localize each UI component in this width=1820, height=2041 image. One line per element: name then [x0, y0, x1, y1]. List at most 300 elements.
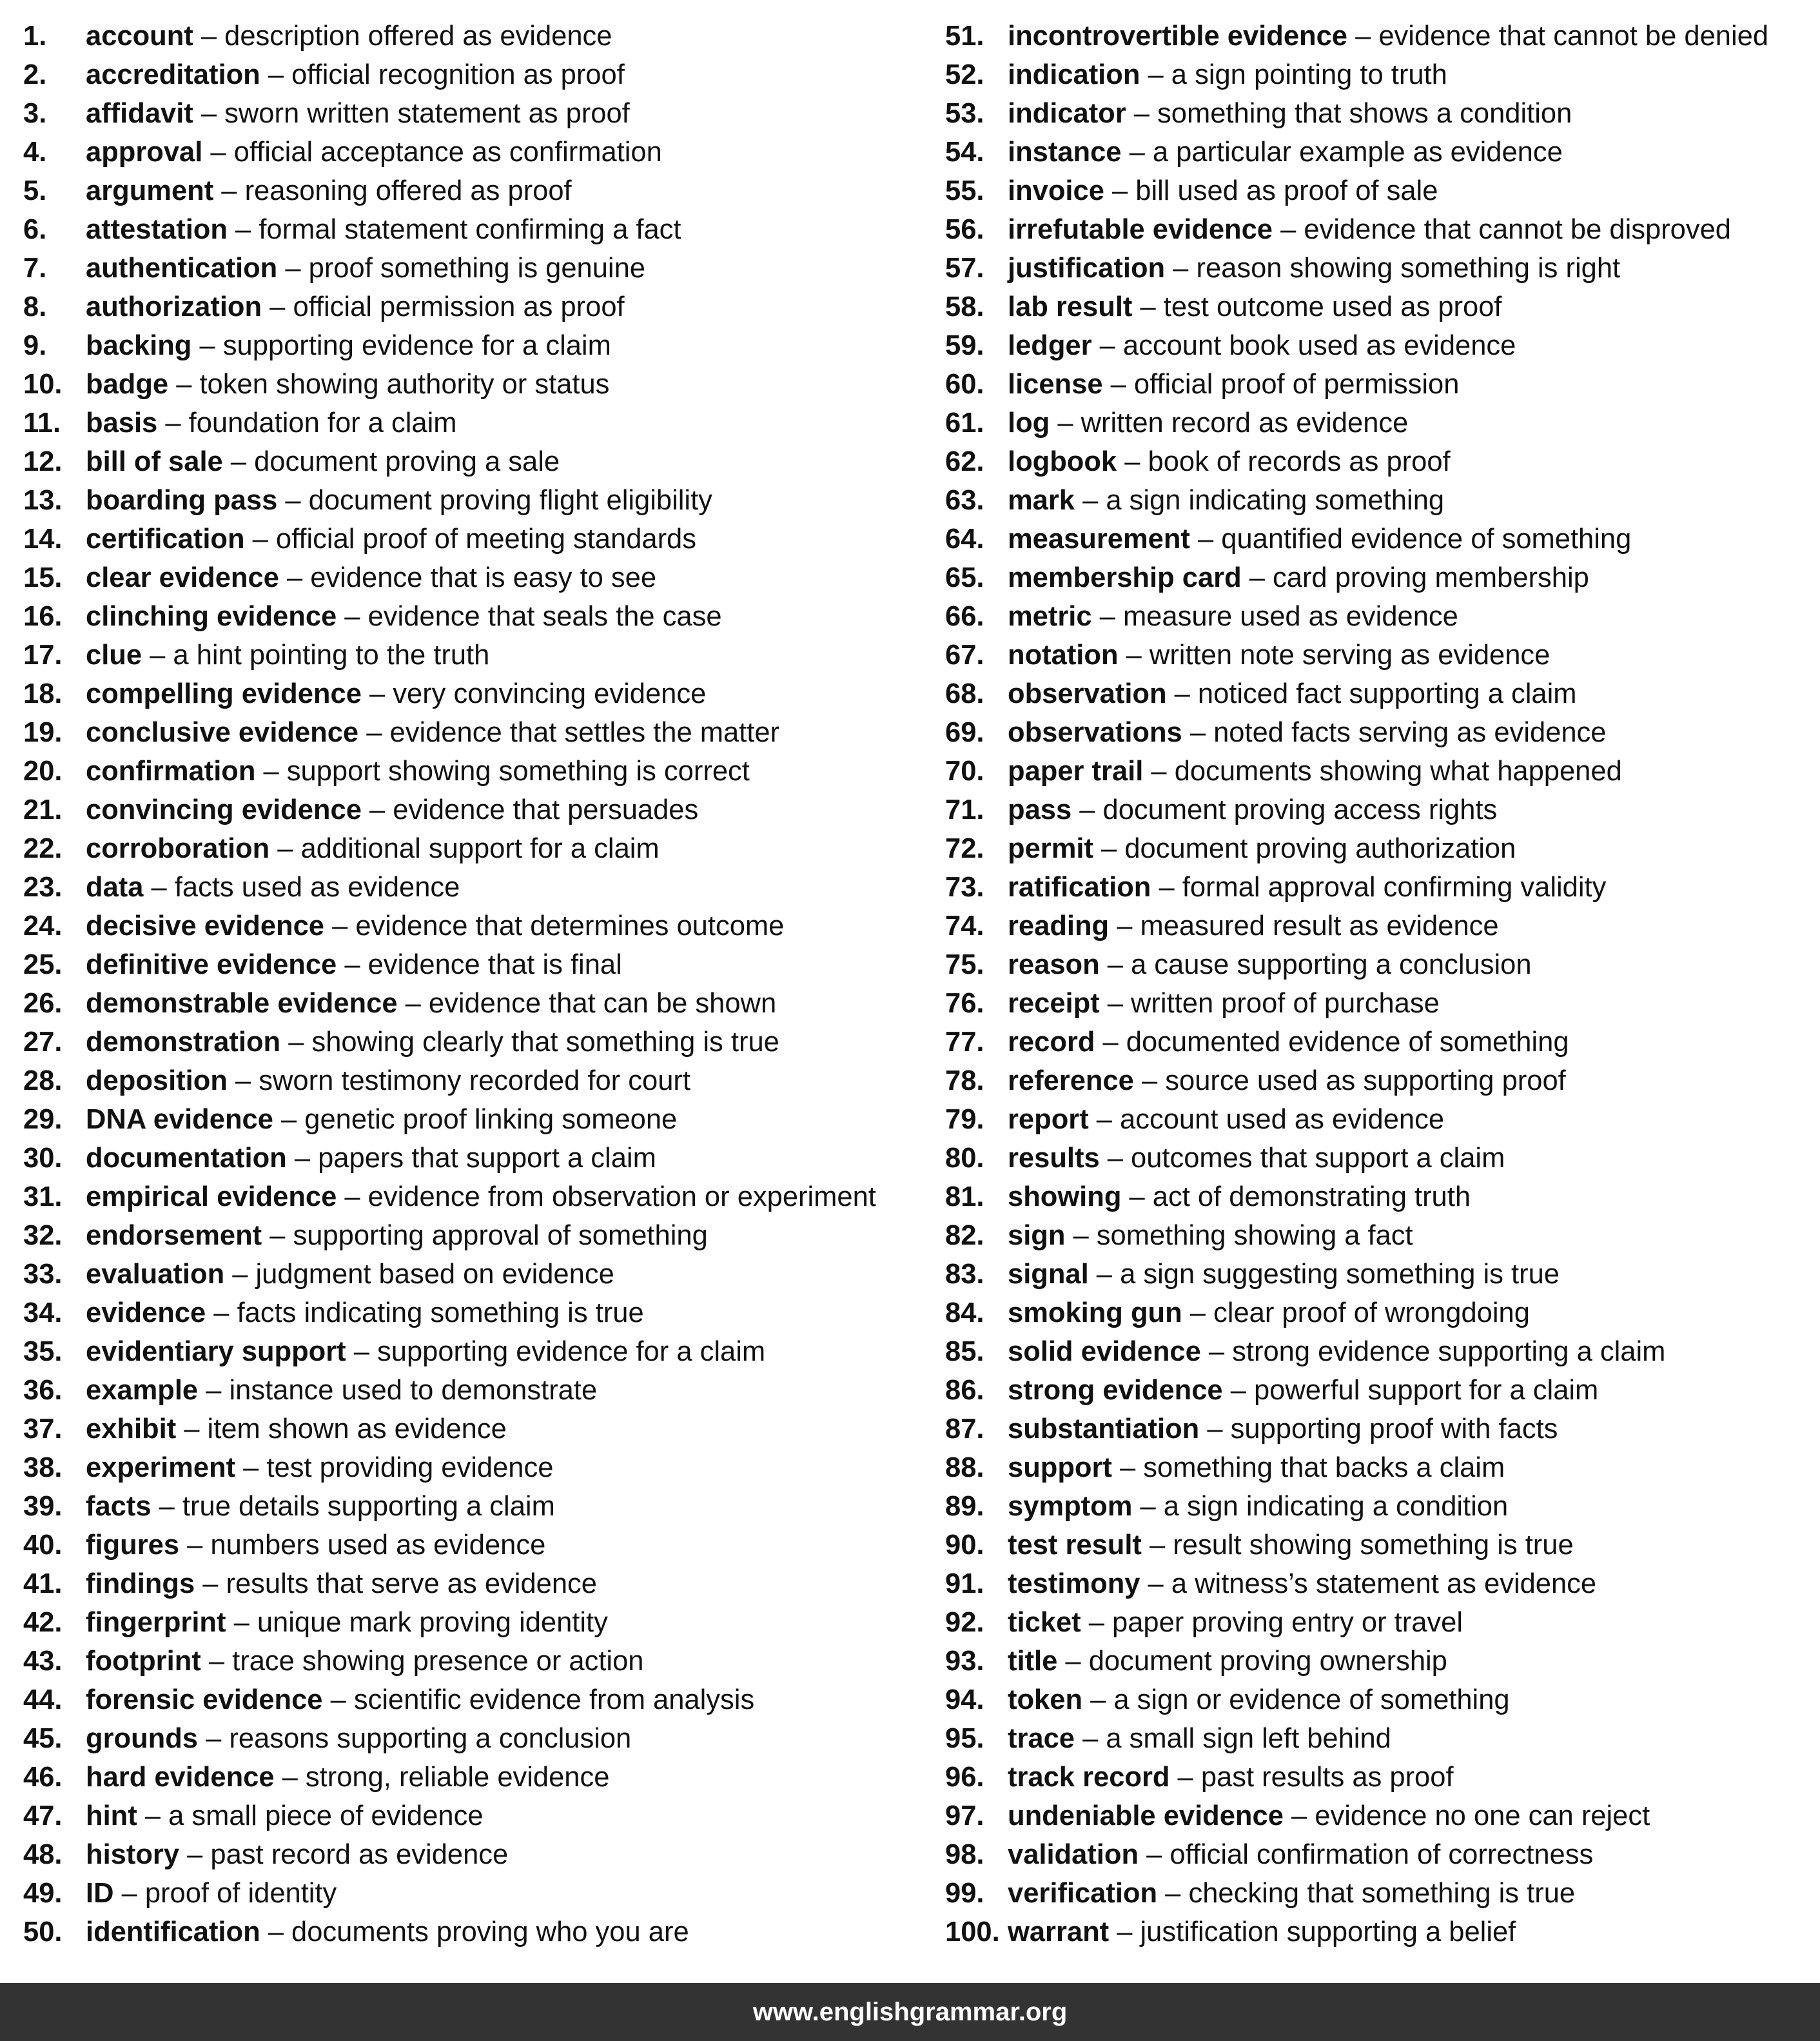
footer-banner [0, 1983, 1820, 2041]
list-item [945, 1681, 1815, 1719]
item-term: measurement [1008, 524, 1190, 555]
item-term: results [1008, 1143, 1100, 1174]
item-number: 99. [945, 1878, 984, 1909]
item-term: pass [1008, 794, 1072, 825]
item-number: 86. [945, 1375, 984, 1406]
item-term: fingerprint [86, 1607, 226, 1638]
item-definition: – description offered as evidence [193, 21, 612, 52]
item-number: 90. [945, 1530, 984, 1561]
item-number: 92. [945, 1607, 984, 1638]
list-item [945, 1603, 1815, 1642]
word-list-right-column [945, 17, 1815, 1951]
item-number: 8. [23, 291, 47, 322]
item-text [86, 249, 645, 288]
item-term: evaluation [86, 1259, 225, 1290]
item-definition: – justification supporting a belief [1109, 1917, 1516, 1947]
item-definition: – showing clearly that something is true [280, 1027, 779, 1058]
list-item [945, 1835, 1815, 1874]
item-term: confirmation [86, 756, 256, 787]
list-item [945, 1332, 1815, 1371]
item-term: example [86, 1375, 199, 1406]
item-number: 29. [23, 1104, 63, 1135]
item-text [1008, 1758, 1454, 1797]
item-text [86, 55, 625, 94]
list-item [23, 1294, 926, 1332]
item-definition: – official recognition as proof [260, 59, 625, 90]
item-definition: – proof of identity [113, 1878, 337, 1909]
item-text [86, 675, 706, 713]
list-item [23, 1216, 926, 1255]
item-number: 61. [945, 408, 984, 439]
item-term: notation [1008, 640, 1119, 671]
item-text [1008, 907, 1499, 945]
list-item [945, 94, 1815, 133]
item-text [1008, 133, 1563, 172]
item-text [86, 172, 572, 210]
item-text [1008, 713, 1606, 752]
item-definition: – powerful support for a claim [1222, 1375, 1599, 1406]
item-term: empirical evidence [86, 1181, 337, 1212]
item-term: strong evidence [1008, 1375, 1223, 1406]
item-definition: – formal statement confirming a fact [227, 214, 681, 245]
item-term: verification [1008, 1878, 1158, 1909]
list-item [945, 907, 1815, 945]
item-number: 59. [945, 330, 984, 361]
item-term: test result [1008, 1530, 1142, 1561]
list-item [23, 752, 926, 791]
item-text [1008, 1178, 1471, 1216]
list-item [945, 404, 1815, 442]
item-definition: – reasons supporting a conclusion [197, 1723, 632, 1754]
item-definition: – a sign or evidence of something [1082, 1684, 1510, 1715]
item-text [1008, 558, 1589, 597]
item-definition: – a witness’s statement as evidence [1140, 1568, 1597, 1599]
list-item [945, 984, 1815, 1023]
item-number: 25. [23, 949, 63, 980]
item-text [86, 1797, 484, 1835]
item-text [1008, 636, 1550, 675]
list-item [945, 442, 1815, 481]
item-text [86, 636, 489, 675]
item-number: 42. [23, 1607, 63, 1638]
list-item [23, 1642, 926, 1681]
list-item [23, 868, 926, 907]
item-text [86, 713, 779, 752]
item-term: smoking gun [1008, 1297, 1182, 1328]
item-text [1008, 288, 1502, 326]
item-definition: – clear proof of wrongdoing [1182, 1297, 1530, 1328]
item-term: observations [1008, 717, 1182, 748]
item-definition: – token showing authority or status [168, 369, 610, 400]
item-term: warrant [1008, 1917, 1110, 1947]
item-text [1008, 1526, 1574, 1564]
list-item [23, 288, 926, 326]
item-number: 96. [945, 1762, 984, 1793]
item-text [86, 1332, 765, 1371]
item-definition: – something that backs a claim [1111, 1452, 1505, 1483]
item-number: 43. [23, 1646, 63, 1677]
item-text [1008, 249, 1620, 288]
item-number: 69. [945, 717, 984, 748]
item-term: metric [1008, 601, 1092, 632]
item-definition: – checking that something is true [1157, 1878, 1576, 1909]
list-item [945, 1719, 1815, 1758]
item-number: 23. [23, 872, 63, 903]
list-item [945, 1410, 1815, 1448]
item-definition: – support showing something is correct [255, 756, 750, 787]
item-term: ledger [1008, 330, 1092, 361]
item-definition: – documents showing what happened [1143, 756, 1622, 787]
item-definition: – evidence that is easy to see [279, 562, 657, 593]
item-number: 38. [23, 1452, 63, 1483]
item-term: support [1008, 1452, 1112, 1483]
item-number: 67. [945, 640, 984, 671]
item-number: 83. [945, 1259, 984, 1290]
item-number: 58. [945, 291, 984, 322]
list-item [945, 1526, 1815, 1564]
item-number: 17. [23, 640, 63, 671]
item-definition: – evidence that determines outcome [324, 911, 785, 942]
item-definition: – official proof of permission [1102, 369, 1460, 400]
item-text [86, 1874, 337, 1913]
item-number: 22. [23, 833, 63, 864]
item-number: 34. [23, 1297, 63, 1328]
item-definition: – trace showing presence or action [201, 1646, 644, 1677]
item-term: hard evidence [86, 1762, 275, 1793]
item-text [1008, 752, 1622, 791]
list-item [23, 907, 926, 945]
item-definition: – document proving a sale [222, 446, 560, 477]
item-number: 1. [23, 21, 47, 52]
list-item [945, 1564, 1815, 1603]
item-number: 94. [945, 1684, 984, 1715]
item-number: 11. [23, 408, 61, 439]
list-item [945, 945, 1815, 984]
list-item [23, 1913, 926, 1951]
list-item [23, 1332, 926, 1371]
list-item [23, 326, 926, 365]
item-number: 80. [945, 1143, 984, 1174]
item-text [86, 1410, 507, 1448]
item-term: demonstration [86, 1027, 281, 1058]
item-term: accreditation [86, 59, 260, 90]
item-text [86, 1371, 597, 1410]
list-item [23, 945, 926, 984]
item-number: 79. [945, 1104, 984, 1135]
item-term: argument [86, 175, 214, 206]
item-definition: – quantified evidence of something [1189, 524, 1632, 555]
item-text [1008, 791, 1497, 829]
item-number: 57. [945, 253, 984, 284]
item-term: testimony [1008, 1568, 1140, 1599]
item-term: indicator [1008, 98, 1126, 129]
list-item [23, 829, 926, 868]
item-text [1008, 1642, 1447, 1681]
item-number: 63. [945, 485, 984, 516]
item-number: 14. [23, 524, 63, 555]
item-definition: – a sign pointing to truth [1140, 59, 1447, 90]
list-item [23, 17, 926, 55]
item-text [1008, 520, 1631, 558]
item-definition: – additional support for a claim [269, 833, 660, 864]
item-text [86, 1139, 656, 1178]
item-number: 70. [945, 756, 984, 787]
item-definition: – document proving ownership [1057, 1646, 1447, 1677]
item-definition: – something that shows a condition [1126, 98, 1572, 129]
item-number: 62. [945, 446, 984, 477]
item-text [1008, 404, 1408, 442]
item-term: endorsement [86, 1220, 262, 1251]
item-definition: – evidence from observation or experiment [337, 1181, 876, 1212]
item-term: mark [1008, 485, 1075, 516]
item-definition: – act of demonstrating truth [1121, 1181, 1471, 1212]
list-item [23, 1719, 926, 1758]
item-term: record [1008, 1027, 1095, 1058]
item-definition: – document proving access rights [1071, 794, 1498, 825]
list-item [23, 1758, 926, 1797]
item-number: 31. [23, 1181, 63, 1212]
item-definition: – documented evidence of something [1095, 1027, 1569, 1058]
item-term: reason [1008, 949, 1100, 980]
item-term: receipt [1008, 988, 1100, 1019]
list-item [23, 1681, 926, 1719]
item-term: solid evidence [1008, 1336, 1201, 1367]
item-term: data [86, 872, 144, 903]
item-term: bill of sale [86, 446, 223, 477]
item-number: 50. [23, 1917, 63, 1947]
item-definition: – documents proving who you are [260, 1917, 689, 1947]
item-definition: – written note serving as evidence [1118, 640, 1551, 671]
item-text [86, 442, 560, 481]
item-definition: – a sign indicating a condition [1132, 1491, 1509, 1522]
item-text [86, 558, 656, 597]
item-definition: – past record as evidence [179, 1839, 509, 1870]
item-number: 100. [945, 1917, 1000, 1947]
item-definition: – result showing something is true [1141, 1530, 1574, 1561]
item-text [86, 984, 776, 1023]
item-term: track record [1008, 1762, 1170, 1793]
item-term: approval [86, 137, 203, 168]
item-number: 44. [23, 1684, 63, 1715]
item-definition: – sworn written statement as proof [193, 98, 630, 129]
item-term: indication [1008, 59, 1140, 90]
item-definition: – proof something is genuine [277, 253, 645, 284]
item-term: demonstrable evidence [86, 988, 398, 1019]
list-item [945, 1758, 1815, 1797]
list-item [23, 713, 926, 752]
item-text [1008, 94, 1572, 133]
item-definition: – foundation for a claim [157, 408, 457, 439]
item-number: 15. [23, 562, 63, 593]
item-term: undeniable evidence [1008, 1800, 1284, 1831]
item-definition: – a hint pointing to the truth [142, 640, 490, 671]
item-definition: – a particular example as evidence [1121, 137, 1563, 168]
item-text [1008, 1681, 1510, 1719]
item-definition: – measure used as evidence [1091, 601, 1458, 632]
item-term: documentation [86, 1143, 287, 1174]
item-definition: – a cause supporting a conclusion [1099, 949, 1532, 980]
item-term: membership card [1008, 562, 1242, 593]
item-definition: – evidence that can be shown [397, 988, 777, 1019]
item-text [1008, 1487, 1508, 1526]
item-definition: – strong, reliable evidence [274, 1762, 610, 1793]
item-text [1008, 210, 1731, 249]
word-list-left-column [23, 17, 926, 1951]
list-item [945, 365, 1815, 404]
item-definition: – a sign indicating something [1075, 485, 1445, 516]
item-text [1008, 1061, 1566, 1100]
list-item [23, 481, 926, 520]
item-text [86, 17, 612, 55]
list-item [23, 404, 926, 442]
item-number: 27. [23, 1027, 63, 1058]
list-item [945, 675, 1815, 713]
item-text [86, 868, 460, 907]
item-number: 28. [23, 1065, 63, 1096]
item-text [86, 404, 457, 442]
item-term: paper trail [1008, 756, 1144, 787]
list-item [23, 636, 926, 675]
list-item [23, 1139, 926, 1178]
list-item [945, 1023, 1815, 1061]
list-item [23, 1603, 926, 1642]
item-definition: – something showing a fact [1065, 1220, 1413, 1251]
item-definition: – written record as evidence [1050, 408, 1409, 439]
item-term: reference [1008, 1065, 1134, 1096]
item-number: 9. [23, 330, 47, 361]
item-definition: – outcomes that support a claim [1099, 1143, 1505, 1174]
item-number: 33. [23, 1259, 63, 1290]
item-number: 35. [23, 1336, 63, 1367]
item-text [1008, 1371, 1598, 1410]
item-term: attestation [86, 214, 228, 245]
item-text [86, 907, 784, 945]
list-item [23, 520, 926, 558]
item-definition: – evidence that cannot be denied [1347, 21, 1769, 52]
item-term: evidentiary support [86, 1336, 346, 1367]
item-text [86, 1178, 876, 1216]
list-item [23, 558, 926, 597]
item-number: 45. [23, 1723, 63, 1754]
item-number: 95. [945, 1723, 984, 1754]
item-term: facts [86, 1491, 152, 1522]
item-number: 81. [945, 1181, 984, 1212]
item-text [1008, 1835, 1593, 1874]
list-item [945, 520, 1815, 558]
item-text [86, 1642, 643, 1681]
list-item [945, 791, 1815, 829]
item-definition: – measured result as evidence [1109, 911, 1499, 942]
item-text [1008, 829, 1516, 868]
item-definition: – evidence no one can reject [1283, 1800, 1650, 1831]
item-number: 77. [945, 1027, 984, 1058]
item-term: symptom [1008, 1491, 1133, 1522]
item-number: 85. [945, 1336, 984, 1367]
item-text [86, 94, 630, 133]
item-definition: – official permission as proof [262, 291, 625, 322]
item-text [1008, 868, 1606, 907]
item-number: 74. [945, 911, 984, 942]
item-definition: – formal approval confirming validity [1151, 872, 1607, 903]
item-term: identification [86, 1917, 260, 1947]
item-term: authorization [86, 291, 262, 322]
list-item [945, 1874, 1815, 1913]
item-number: 53. [945, 98, 984, 129]
item-text [86, 1835, 508, 1874]
list-item [945, 1913, 1815, 1951]
item-definition: – test outcome used as proof [1132, 291, 1502, 322]
list-item [23, 1255, 926, 1294]
item-text [1008, 481, 1444, 520]
item-number: 76. [945, 988, 984, 1019]
item-term: incontrovertible evidence [1008, 21, 1347, 52]
item-term: token [1008, 1684, 1083, 1715]
list-item [23, 249, 926, 288]
item-number: 21. [23, 794, 63, 825]
item-number: 16. [23, 601, 63, 632]
item-text [1008, 1100, 1444, 1139]
item-term: report [1008, 1104, 1089, 1135]
item-text [86, 1216, 708, 1255]
item-term: title [1008, 1646, 1058, 1677]
list-item [945, 713, 1815, 752]
list-item [945, 1216, 1815, 1255]
item-number: 6. [23, 214, 47, 245]
item-term: affidavit [86, 98, 193, 129]
item-definition: – account book used as evidence [1091, 330, 1516, 361]
item-definition: – genetic proof linking someone [273, 1104, 678, 1135]
item-text [86, 1603, 608, 1642]
item-definition: – item shown as evidence [176, 1414, 507, 1444]
item-term: conclusive evidence [86, 717, 359, 748]
item-number: 12. [23, 446, 63, 477]
item-term: history [86, 1839, 180, 1870]
item-term: ID [86, 1878, 114, 1909]
item-text [1008, 326, 1516, 365]
list-item [945, 1100, 1815, 1139]
item-term: DNA evidence [86, 1104, 273, 1135]
item-number: 37. [23, 1414, 63, 1444]
list-item [23, 1564, 926, 1603]
item-number: 84. [945, 1297, 984, 1328]
item-term: validation [1008, 1839, 1139, 1870]
item-text [1008, 1797, 1650, 1835]
list-item [945, 1178, 1815, 1216]
item-term: footprint [86, 1646, 201, 1677]
list-item [23, 1797, 926, 1835]
item-term: trace [1008, 1723, 1075, 1754]
list-item [945, 868, 1815, 907]
item-text [86, 481, 712, 520]
list-item [945, 1642, 1815, 1681]
list-item [23, 1448, 926, 1487]
item-term: permit [1008, 833, 1093, 864]
item-text [1008, 1564, 1596, 1603]
item-term: ticket [1008, 1607, 1081, 1638]
item-number: 26. [23, 988, 63, 1019]
item-text [1008, 1719, 1391, 1758]
item-number: 48. [23, 1839, 63, 1870]
item-term: showing [1008, 1181, 1122, 1212]
item-definition: – evidence that cannot be disproved [1273, 214, 1731, 245]
item-number: 51. [945, 21, 984, 52]
item-text [86, 1487, 555, 1526]
item-term: reading [1008, 911, 1110, 942]
item-text [1008, 1332, 1665, 1371]
item-number: 32. [23, 1220, 63, 1251]
item-text [86, 520, 696, 558]
list-item [945, 481, 1815, 520]
